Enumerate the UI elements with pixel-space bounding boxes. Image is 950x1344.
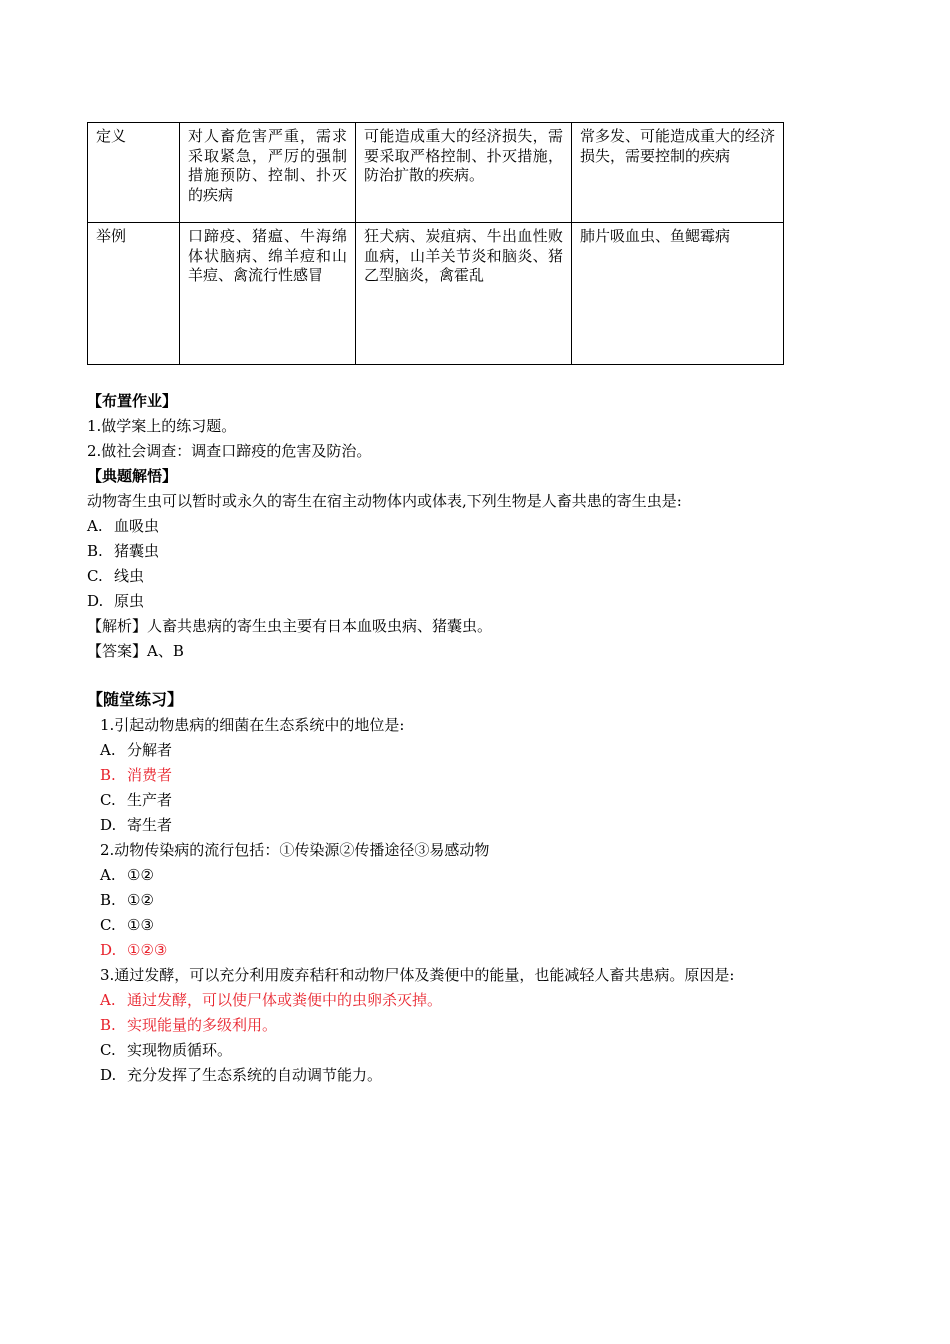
option: D. 寄生者 <box>100 816 173 834</box>
option: C. ①③ <box>100 916 154 934</box>
question-stem: 3.通过发酵，可以充分利用废弃秸秆和动物尸体及粪便中的能量，也能减轻人畜共患病。原因是: <box>100 966 735 984</box>
row-label: 定义 <box>88 123 180 223</box>
homework-section <box>87 389 847 464</box>
option-correct: D. ①②③ <box>100 941 168 959</box>
option: C. 线虫 <box>87 567 145 585</box>
question-1 <box>87 713 847 838</box>
option: A. ①② <box>100 866 154 884</box>
option-correct: A. 通过发酵，可以使尸体或粪便中的虫卵杀灭掉。 <box>100 991 443 1009</box>
table-cell: 对人畜危害严重，需求采取紧急，严厉的强制措施预防、控制、扑灭的疾病 <box>180 123 356 223</box>
table-cell: 狂犬病、炭疽病、牛出血性败血病，山羊关节炎和脑炎、猪乙型脑炎，禽霍乱 <box>356 223 572 365</box>
practice-section <box>87 687 847 1088</box>
analysis: 【解析】人畜共患病的寄生虫主要有日本血吸虫病、猪囊虫。 <box>87 617 493 635</box>
table-row-examples <box>88 223 784 365</box>
option: D. 充分发挥了生态系统的自动调节能力。 <box>100 1066 383 1084</box>
question-2 <box>87 838 847 963</box>
question-stem: 1.引起动物患病的细菌在生态系统中的地位是: <box>100 716 405 734</box>
question-3 <box>87 963 847 1088</box>
section-heading: 【布置作业】 <box>87 392 178 410</box>
option: B. ①② <box>100 891 154 909</box>
answer: 【答案】A、B <box>87 642 184 660</box>
option: A. 血吸虫 <box>87 517 160 535</box>
question-stem: 2.动物传染病的流行包括：①传染源②传播途径③易感动物 <box>100 841 490 859</box>
question-stem: 动物寄生虫可以暂时或永久的寄生在宿主动物体内或体表,下列生物是人畜共患的寄生虫是: <box>87 492 682 510</box>
option-correct: B. 消费者 <box>100 766 173 784</box>
section-heading: 【随堂练习】 <box>87 690 184 709</box>
table-row-definition <box>88 123 784 223</box>
homework-item: 1.做学案上的练习题。 <box>87 417 237 435</box>
section-heading: 【典题解悟】 <box>87 467 178 485</box>
option: B. 猪囊虫 <box>87 542 160 560</box>
option: A. 分解者 <box>100 741 173 759</box>
option: C. 实现物质循环。 <box>100 1041 233 1059</box>
example-section <box>87 464 847 664</box>
option-correct: B. 实现能量的多级利用。 <box>100 1016 278 1034</box>
table-cell: 肺片吸血虫、鱼鳃霉病 <box>572 223 784 365</box>
option: C. 生产者 <box>100 791 173 809</box>
table-cell: 可能造成重大的经济损失，需要采取严格控制、扑灭措施，防治扩散的疾病。 <box>356 123 572 223</box>
table-cell: 口蹄疫、猪瘟、牛海绵体状脑病、绵羊痘和山羊痘、禽流行性感冒 <box>180 223 356 365</box>
row-label: 举例 <box>88 223 180 365</box>
homework-item: 2.做社会调查：调查口蹄疫的危害及防治。 <box>87 442 372 460</box>
disease-table <box>87 122 784 365</box>
option: D. 原虫 <box>87 592 145 610</box>
table-cell: 常多发、可能造成重大的经济损失，需要控制的疾病 <box>572 123 784 223</box>
